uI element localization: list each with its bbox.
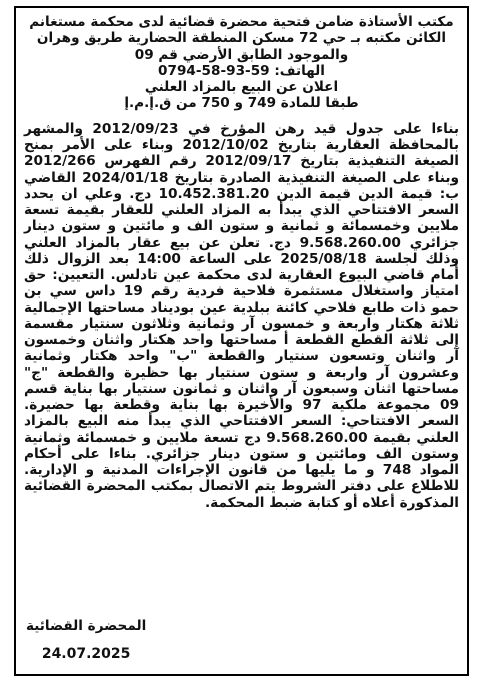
signature-title: المحضرة القضائية: [26, 618, 147, 634]
announcement-title: اعلان عن البيع بالمزاد العلني: [144, 79, 339, 96]
announcement-frame: [14, 6, 469, 676]
signature-date: 24.07.2025: [41, 646, 131, 662]
office-address-line: الكائن مكتبه بـ حي 72 مسكن المنطقة الحضارية طريق وهران: [36, 30, 447, 47]
signature-block: [26, 612, 146, 668]
announcement-body: بناءا على جدول قيد رهن المؤرخ في 2012/09/23 والمشهر بالمحافظة العقارية بتاريخ 2012/10/02 وبناء على الأمر بمنح الصيغة التنفيذية بتاريخ 2012/09/17 رقم الفهرس 2012/266 وبناء على الصيغة التنفيذية الصادرة بتاريخ 2024/01/18 القاضي ب: قيمة الدين قيمة الدين 10.452.381.20 دج. وعلي ان يحدد السعر الافتتاحي الذي يبدأ به المزاد العلني للعقار بقيمة تسعة ملايين وخمسمائة و ثمانية و ستون الف و مائتين و ستون دينار جزائري 9.568.260.00 دج. تعلن عن بيع عقار بالمزاد العلني وذلك لجلسة 2025/08/18 على الساعة 14:00 بعد الزوال ذلك أمام قاضي البيوع العقارية لدى محكمة عين تادلس. التعيين: حق امتياز واستغلال مستثمرة فلاحية فردية رقم 19 داس سي بن حمو ذات طابع فلاحي كائنة ببلدية عين بوديناد مساحتها الإجمالية ثلاثة هكتار واربعة و خمسون آر وثمانية وثلاثون سنتيار مقسمة إلى ثلاثة القطع القطعة أ مساحتها واحد هكتار واثنان وخمسون آر واثنان وتسعون سنتيار والقطعة "ب" واحد هكتار وثمانية وعشرون آر واربعة و ستون سنتيار بها حظيرة والقطعة "ج" مساحتها اثنان وسبعون آر واثنان و ثمانون سنتيار بها بناية قسم 09 مجموعة ملكية 97 والأخيرة بها بناية وقطعة بها حضيرة. السعر الافتتاحي: السعر الافتتاحي الذي يبدأ منه البيع بالمزاد العلني بقيمة 9.568.260.00 دج تسعة ملايين و خمسمائة وثمانية وستون الف ومائتين و ستون دينار جزائري. بناءا على أحكام المواد 748 و ما يليها من قانون الإجراءات المدنية و الإدارية. للاطلاع على دفتر الشروط يتم الاتصال بمكتب المحضرة القضائية المذكورة أعلاه أو كتابة ضبط المحكمة.: [24, 120, 460, 511]
office-name-line: مكتب الأستاذة ضامن فتحية محضرة قضائية لدى محكمة مستغانم: [29, 14, 454, 30]
announcement-header: [24, 14, 459, 112]
legal-reference-line: طبقا للمادة 749 و 750 من ق.إ.م.إ: [124, 95, 359, 112]
phone-line: الهاتف: 59-93-58-0794: [158, 62, 325, 79]
office-floor-line: والموجود الطابق الأرضي قم 09: [134, 46, 349, 63]
